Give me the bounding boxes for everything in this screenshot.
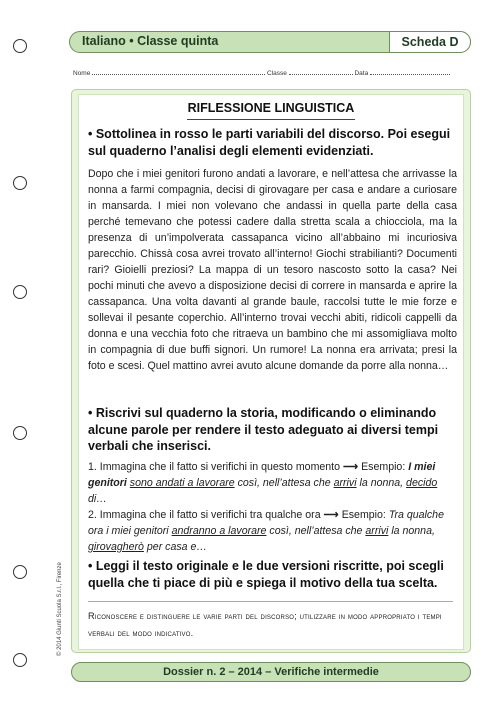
binder-hole [13,285,27,299]
example-2-label: Esempio: [341,509,386,521]
example-2-part: Tra qualche ora i miei genitori [88,509,444,537]
example-1-underlined: decido [406,477,438,489]
title-underline [187,119,355,120]
example-2-underlined: girovagherò [88,541,144,553]
example-2-underlined: arrivi [365,525,389,537]
binder-hole [13,426,27,440]
example-2-part: la nonna, [391,525,435,537]
worksheet-content [78,94,464,650]
instruction-1: • Sottolinea in rosso le parti variabili del discorso. Poi esegui sul quaderno l’analisi degli elementi evidenziati. [88,127,451,158]
example-1-underlined: arrivi [333,477,357,489]
divider [88,601,453,602]
data-field[interactable] [370,68,450,75]
example-1-part: I miei genitori [88,461,436,489]
arrow-right-icon: ⟶ [342,461,359,473]
example-1-part: di… [88,493,107,505]
example-2-part: così, nell’attesa che [269,525,363,537]
story-text: Dopo che i miei genitori furono andati a lavorare, e nell’attesa che arrivasse la nonna a farmi compagnia, decisi di girovagare per casa e andare a curiosare in mansarda. I miei non volevano che andassi in quella parte della casa perché temevano che potessi cadere dalla stretta scala a chiocciola, ma la presenza di un’impolverata cassapanca vicino all’abbaino mi incuriosiva parecchio. Chissà cosa avrei trovato all’interno! Giochi strabilianti? Documenti rari? Gioielli preziosi? La mappa di un tesoro nascosto sotto la casa? Nei pochi minuti che avevo a disposizione decisi di correre in mansarda e aprire la cassapanca. Una volta davanti al grande baule, raccolsi tutte le mie forze e sollevai il pesante coperchio. All’interno trovai vecchi abiti, ridicoli cappelli da donna e una vecchia foto che ritraeva un bambino che mi assomigliava molto in compagnia di due buffi signori. Un rumore! La nonna era arrivata; presi la foto e scesi. Quel mattino avrei avuto alcune domande da porre alla nonna… [88,168,457,372]
example-2-part: per casa e… [146,541,207,553]
example-2-underlined: andranno a lavorare [171,525,267,537]
header-bar [69,31,471,53]
binder-hole [13,565,27,579]
binder-hole [13,653,27,667]
copyright-note: © 2014 Giunti Scuola S.r.l., Firenze [57,562,63,656]
classe-label: Classe [266,70,287,77]
example-1-part: la nonna, [359,477,404,489]
footer-bar: Dossier n. 2 – 2014 – Verifiche intermedie [71,662,471,682]
binder-hole [13,39,27,53]
instruction-3: • Leggi il testo originale e le due versioni riscritte, poi scegli quella che ti piace di più e spiega il motivo della tua scelta. [88,559,444,590]
classe-field[interactable] [289,68,353,75]
nome-field[interactable] [92,68,265,75]
binder-hole [13,176,27,190]
section-title: RIFLESSIONE LINGUISTICA [187,101,355,115]
example-1-underlined: sono andati a lavorare [129,477,235,489]
example-1-label: Esempio: [361,461,406,473]
arrow-right-icon: ⟶ [323,509,339,521]
example-1-part: così, nell’attesa che [237,477,331,489]
name-line [73,68,450,77]
example-1 [88,459,458,507]
instruction-2: • Riscrivi sul quaderno la storia, modificando o eliminando alcune parole per rendere il testo adeguato ai diversi tempi verbali che inserisci. [88,406,439,453]
example-1-lead: 1. Immagina che il fatto si verifichi in questo momento [88,461,341,473]
nome-label: Nome [73,70,91,77]
scheda-label: Scheda D [389,31,471,53]
learning-objective: Riconoscere e distinguere le varie parti del discorso; utilizzare in modo appropriato i tempi verbali del modo indicativo. [88,611,442,638]
data-label: Data [354,70,369,77]
example-2-lead: 2. Immagina che il fatto si verifichi tra qualche ora [88,509,321,521]
header-title: Italiano • Classe quinta [82,34,219,48]
example-2 [88,507,458,555]
